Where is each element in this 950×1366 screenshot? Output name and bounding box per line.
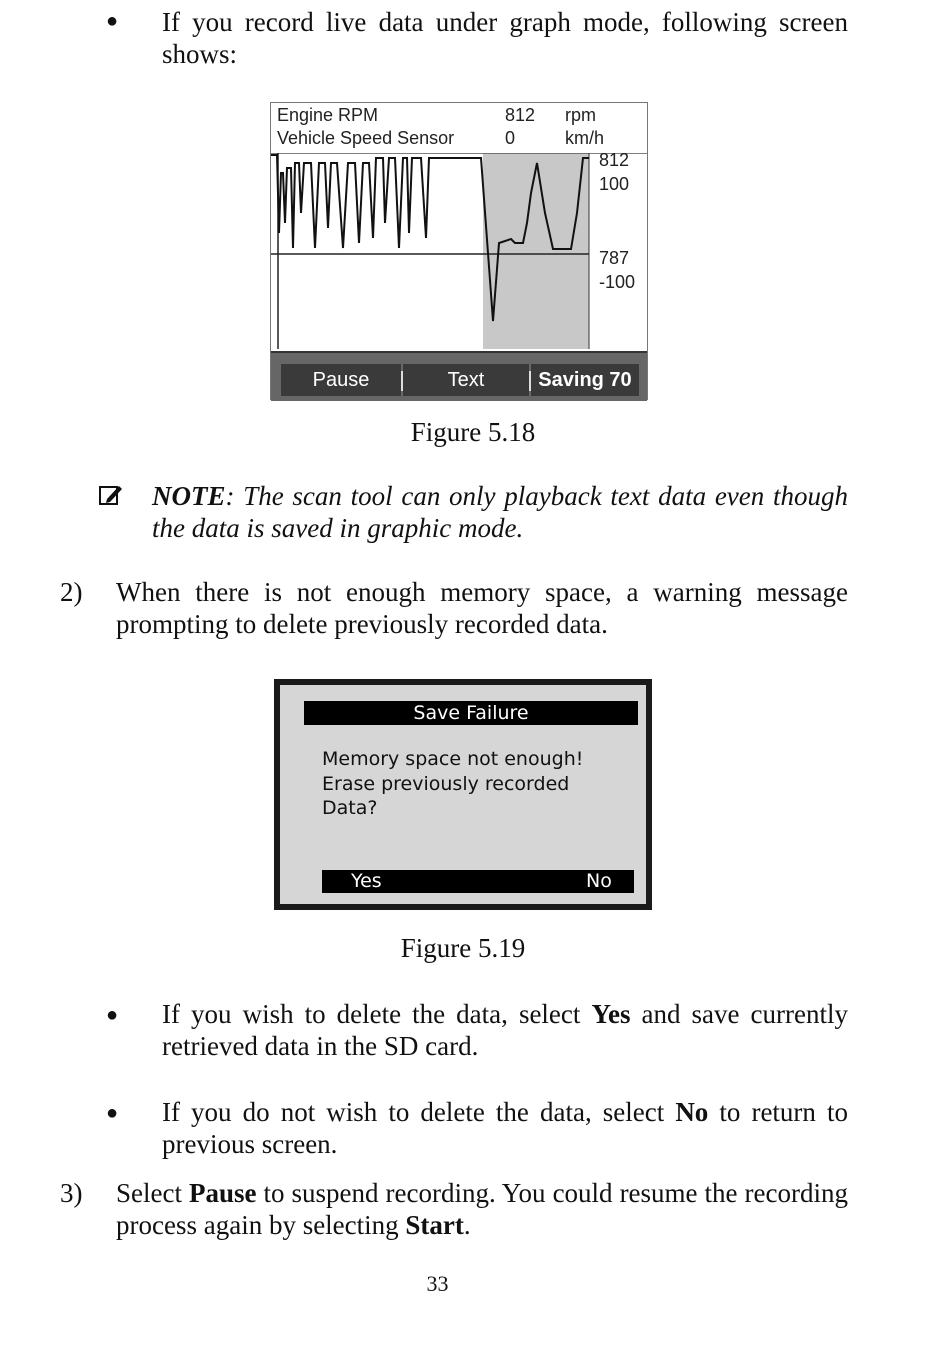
scale-upper-1: 812 (599, 150, 630, 170)
note-body: : The scan tool can only playback text data even though the data is saved in graphic mode. (152, 481, 848, 543)
bullet-marker: ● (106, 10, 119, 32)
text-run: If you do not wish to delete the data, select (162, 1097, 676, 1127)
scale-upper-2: 100 (599, 174, 630, 194)
text-button[interactable]: Text (403, 364, 529, 396)
text-run: Select (116, 1178, 189, 1208)
vehicle-speed-value: 0 (505, 128, 516, 148)
saving-indicator: Saving 70 (531, 364, 639, 396)
text-run: and save currently retrieved data in the SD card. (162, 999, 848, 1061)
engine-rpm-label: Engine RPM (277, 105, 379, 125)
text-run: If you wish to delete the data, select (162, 999, 592, 1029)
vehicle-speed-label: Vehicle Speed Sensor (277, 128, 455, 148)
scale-lower-1: 787 (599, 248, 630, 268)
pause-button[interactable]: Pause (281, 364, 401, 396)
text-run: to return to previous screen. (162, 1097, 848, 1159)
note-text (152, 480, 848, 544)
text-run: to suspend recording. You could resume the recording process again by selecting (116, 1178, 848, 1240)
item-text: When there is not enough memory space, a warning message prompting to delete previously recorded data. (116, 577, 848, 639)
dialog-options (322, 870, 634, 893)
no-keyword: No (675, 1097, 709, 1127)
text-run: . (463, 1210, 471, 1240)
scale-lower-2: -100 (599, 272, 636, 292)
pause-keyword: Pause (189, 1178, 257, 1208)
engine-rpm-value: 812 (505, 105, 536, 125)
start-keyword: Start (405, 1210, 464, 1240)
dialog-title: Save Failure (304, 701, 638, 725)
engine-rpm-unit: rpm (565, 105, 596, 125)
page-number: 33 (426, 1271, 449, 1296)
message-line: Data? (322, 797, 378, 819)
bullet-marker: ● (106, 1102, 119, 1124)
figure-caption: Figure 5.18 (410, 417, 536, 447)
yes-option[interactable]: Yes (351, 870, 382, 892)
graph-mode-screen (270, 102, 648, 400)
dialog-message (322, 747, 583, 821)
vehicle-speed-unit: km/h (565, 128, 605, 148)
save-failure-dialog (274, 679, 652, 910)
message-line: Erase previously recorded (322, 772, 570, 795)
bullet-text: If you record live data under graph mode, following screen shows: (162, 7, 848, 69)
bullet-marker: ● (106, 1004, 119, 1026)
message-line: Memory space not enough! (322, 748, 584, 770)
note-lead: NOTE (152, 481, 226, 511)
dialog-body (280, 685, 646, 904)
item-number: 2) (60, 577, 83, 607)
item-text (116, 1177, 848, 1241)
yes-keyword: Yes (591, 999, 631, 1029)
live-data-graph (271, 153, 647, 351)
figure-caption: Figure 5.19 (400, 933, 526, 963)
pencil-note-icon (99, 484, 123, 506)
item-number: 3) (60, 1178, 83, 1208)
no-option[interactable]: No (586, 870, 612, 892)
bullet-text (162, 998, 848, 1062)
bullet-text (162, 1096, 848, 1160)
